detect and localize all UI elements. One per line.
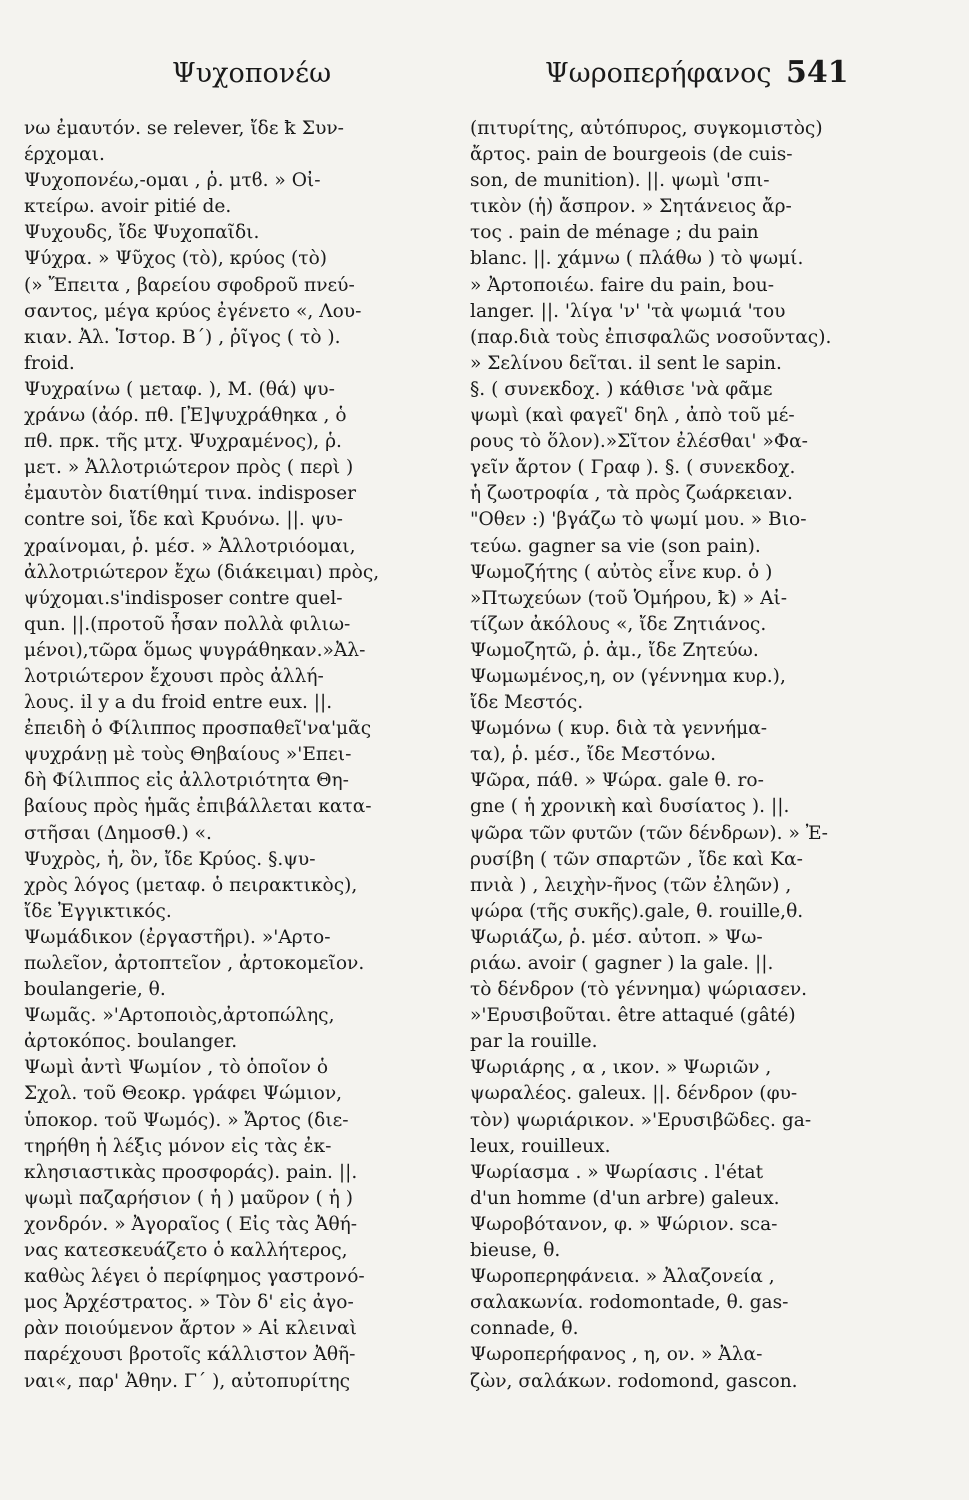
text-line: ὑποκορ. τοῦ Ψωμός). » Ἄρτος (διε- bbox=[24, 1109, 349, 1131]
page-number: 541 bbox=[786, 55, 849, 90]
text-line: νας κατεσκευάζετο ὁ καλλήτερος, bbox=[24, 1240, 348, 1262]
text-line: βαίους πρὸς ἡμᾶς ἐπιβάλλεται κατα- bbox=[24, 796, 372, 818]
text-line: Ψωριάρης , α , ικον. » Ψωριῶν , bbox=[470, 1057, 772, 1079]
text-line: Ψωροπερήφανος , η, ον. » Ἀλα- bbox=[470, 1344, 763, 1366]
text-line: Ψωμοζητῶ, ῥ. ἀμ., ἴδε Ζητεύω. bbox=[470, 639, 759, 661]
text-line: ρὰν ποιούμενον ἄρτον » Αἱ κλειναὶ bbox=[24, 1318, 357, 1340]
text-line: ἐπειδὴ ὁ Φίλιππος προσπαθεῖ'να'μᾶς bbox=[24, 718, 372, 740]
text-line: connade, θ. bbox=[470, 1318, 579, 1340]
text-line: πθ. πρκ. τῆς μτχ. Ψυχραμένος), ῥ. bbox=[24, 431, 342, 453]
text-line: ἴδε Ἐγγικτικός. bbox=[24, 900, 172, 922]
text-line: Ψωροβότανον, φ. » Ψώριον. sca- bbox=[470, 1213, 778, 1235]
text-line: Ψωμωμένος,η, ον (γέννημα κυρ.), bbox=[470, 665, 786, 687]
text-line: παρέχουσι βροτοῖς κάλλιστον Ἀθῆ- bbox=[24, 1344, 356, 1366]
text-line: Ψυχουδς, ἴδε Ψυχοπαῖδι. bbox=[24, 222, 260, 244]
text-line: χραίνομαι, ῥ. μέσ. » Ἀλλοτριόομαι, bbox=[24, 535, 356, 557]
text-line: ρυσίβη ( τῶν σπαρτῶν , ἴδε καὶ Κα- bbox=[470, 848, 803, 870]
text-line: "Οθεν :) 'βγάζω τὸ ψωμί μου. » Βιο- bbox=[470, 509, 807, 531]
text-line: son, de munition). ||. ψωμὶ 'σπι- bbox=[470, 170, 770, 192]
text-line: πνιὰ ) , λειχὴν-ῆνος (τῶν ἐληῶν) , bbox=[470, 874, 792, 896]
text-line: Ψωρίασμα . » Ψωρίασις . l'état bbox=[470, 1161, 764, 1183]
text-line: γεῖν ἄρτον ( Γραφ ). §. ( συνεκδοχ. bbox=[470, 457, 796, 479]
text-line: Ψυχοπονέω,-ομαι , ῥ. μτϐ. » Οἰ- bbox=[24, 170, 321, 192]
text-line: ναι«, παρ' Ἀθην. Γ΄ ), αὐτοπυρίτης bbox=[24, 1370, 351, 1392]
text-line: τα), ῥ. μέσ., ἴδε Μεστόνω. bbox=[470, 744, 717, 766]
text-line: »'Ερυσιβοῦται. être attaqué (gâté) bbox=[470, 1005, 796, 1027]
text-line: ριάω. avoir ( gagner ) la gale. ||. bbox=[470, 953, 774, 974]
text-line: δὴ Φίλιππος εἰς ἀλλοτριότητα Θη- bbox=[24, 770, 349, 792]
text-line: ψωραλέος. galeux. ||. δένδρον (φυ- bbox=[470, 1083, 798, 1105]
text-line: τικὸν (ἡ) ἄσπρον. » Σητάνειος ἄρ- bbox=[470, 196, 792, 218]
text-line: σαλακωνία. rodomontade, θ. gas- bbox=[470, 1292, 789, 1314]
text-line: froid. bbox=[24, 352, 75, 374]
text-line: Ψωροπερηφάνεια. » Ἀλαζονεία , bbox=[470, 1266, 775, 1288]
text-line: τος . pain de ménage ; du pain bbox=[470, 222, 759, 244]
text-line: contre soi, ἴδε καὶ Κρυόνω. ||. ψυ- bbox=[24, 509, 343, 531]
text-line: gne ( ἡ χρονικὴ καὶ δυσίατος ). ||. bbox=[470, 796, 790, 818]
right-column bbox=[470, 116, 888, 1395]
text-line: λους. il y a du froid entre eux. ||. bbox=[24, 692, 333, 714]
text-line: μένοι),τῶρα ὅμως ψυγράθηκαν.»Ἀλ- bbox=[24, 639, 366, 661]
text-line: boulangerie, θ. bbox=[24, 979, 166, 1001]
text-line: ἄρτος. pain de bourgeois (de cuis- bbox=[470, 144, 793, 166]
text-line: κλησιαστικὰς προσφοράς). pain. ||. bbox=[24, 1161, 358, 1183]
text-line: »Πτωχεύων (τοῦ Ὁμήρου, ꝁ) » Αἰ- bbox=[470, 587, 788, 609]
text-line: ψώρα (τῆς συκῆς).gale, θ. rouille,θ. bbox=[470, 900, 804, 922]
text-line: τὸ δένδρον (τὸ γέννημα) ψώριασεν. bbox=[470, 979, 808, 1001]
text-line: καθὼς λέγει ὁ περίφημος γαστρονό- bbox=[24, 1266, 365, 1288]
text-line: λοτριώτερον ἔχουσι πρὸς ἀλλή- bbox=[24, 665, 324, 687]
text-line: έρχομαι. bbox=[24, 144, 105, 166]
text-line: νω ἐμαυτόν. se relever, ἴδε ꝁ Συν- bbox=[24, 118, 344, 139]
text-line: ἡ ζωοτροφία , τὰ πρὸς ζωάρκειαν. bbox=[470, 483, 793, 505]
text-line: qun. ||.(προτοῦ ἦσαν πολλὰ φιλιω- bbox=[24, 613, 351, 635]
right-guide-word: Ψωροπερήφανος bbox=[545, 58, 772, 89]
text-line: Ψωμὶ ἀντὶ Ψωμίον , τὸ ὁποῖον ὁ bbox=[24, 1057, 329, 1079]
text-line: » Ἀρτοποιέω. faire du pain, bou- bbox=[470, 274, 775, 296]
text-line: κτείρω. avoir pitié de. bbox=[24, 196, 232, 218]
text-line: ἐμαυτὸν διατίθημί τινα. indisposer bbox=[24, 483, 356, 505]
text-line: σαντος, μέγα κρύος ἐγένετο «, Λου- bbox=[24, 300, 362, 322]
text-line: Ψῶρα, πάθ. » Ψώρα. gale θ. ro- bbox=[470, 770, 764, 792]
text-line: ψωμὶ παζαρήσιον ( ἡ ) μαῦρον ( ἡ ) bbox=[24, 1187, 354, 1209]
text-line: » Σελίνου δεῖται. il sent le sapin. bbox=[470, 352, 782, 374]
text-line: langer. ||. 'λίγα 'ν' 'τὰ ψωμιά 'του bbox=[470, 300, 786, 322]
text-line: (πιτυρίτης, αὐτόπυρος, συγκομιστὸς) bbox=[470, 118, 823, 139]
text-line: πωλεῖον, ἀρτοπτεῖον , ἀρτοκομεῖον. bbox=[24, 953, 365, 974]
text-line: Ψυχρὸς, ἡ, ὂν, ἴδε Κρύος. §.ψυ- bbox=[24, 848, 316, 870]
left-column bbox=[24, 116, 442, 1395]
text-line: χονδρόν. » Ἀγοραῖος ( Εἰς τὰς Ἀθή- bbox=[24, 1213, 358, 1235]
text-line: Σχολ. τοῦ Θεοκρ. γράφει Ψώμιον, bbox=[24, 1083, 343, 1105]
text-line: ψυχράνῃ μὲ τοὺς Θηβαίους »'Επει- bbox=[24, 744, 352, 766]
text-line: ψωμὶ (καὶ φαγεῖ' δηλ , ἀπὸ τοῦ μέ- bbox=[470, 405, 795, 427]
text-line: leux, rouilleux. bbox=[470, 1135, 611, 1157]
text-line: ἀλλοτριώτερον ἔχω (διάκειμαι) πρὸς, bbox=[24, 561, 380, 583]
text-line: χράνω (ἀόρ. πθ. [Ἐ]ψυχράθηκα , ὁ bbox=[24, 405, 347, 427]
text-line: Ψωμάδικον (ἐργαστῆρι). »'Αρτο- bbox=[24, 926, 331, 948]
text-line: (» Ἔπειτα , βαρείου σφοδροῦ πνεύ- bbox=[24, 274, 355, 296]
running-head bbox=[0, 55, 969, 98]
text-line: τὸν) ψωριάρικον. »'Ερυσιβῶδες. ga- bbox=[470, 1109, 812, 1131]
text-line: ἴδε Μεστός. bbox=[470, 692, 584, 714]
left-guide-word: Ψυχοπονέω bbox=[172, 58, 332, 89]
text-line: blanc. ||. χάμνω ( πλάθω ) τὸ ψωμί. bbox=[470, 248, 804, 270]
text-line: ζὼν, σαλάκων. rodomond, gascon. bbox=[470, 1370, 798, 1392]
text-line: μος Ἀρχέστρατος. » Τὸν δ' εἰς ἀγο- bbox=[24, 1292, 354, 1314]
text-line: bieuse, θ. bbox=[470, 1240, 561, 1262]
text-line: Ψωριάζω, ῥ. μέσ. αὐτοπ. » Ψω- bbox=[470, 926, 763, 948]
text-line: ἀρτοκόπος. boulanger. bbox=[24, 1031, 238, 1053]
text-line: Ψωμόνω ( κυρ. διὰ τὰ γεννήμα- bbox=[470, 718, 768, 740]
text-line: §. ( συνεκδοχ. ) κάθισε 'νὰ φᾶμε bbox=[470, 378, 773, 400]
text-line: τίζων ἀκόλους «, ἴδε Ζητιάνος. bbox=[470, 613, 767, 635]
text-line: ψῶρα τῶν φυτῶν (τῶν δένδρων). » Ἐ- bbox=[470, 822, 828, 844]
text-line: (παρ.διὰ τοὺς ἐπισφαλῶς νοσοῦντας). bbox=[470, 326, 832, 348]
text-line: στῆσαι (Δημοσθ.) «. bbox=[24, 822, 212, 844]
text-line: Ψύχρα. » Ψῦχος (τὸ), κρύος (τὸ) bbox=[24, 248, 328, 270]
text-line: ψύχομαι.s'indisposer contre quel- bbox=[24, 587, 343, 609]
text-line: d'un homme (d'un arbre) galeux. bbox=[470, 1187, 780, 1209]
text-line: μετ. » Ἀλλοτριώτερον πρὸς ( περὶ ) bbox=[24, 457, 354, 479]
text-line: κιαν. Ἀλ. Ἱστορ. Β΄) , ῥῖγος ( τὸ ). bbox=[24, 326, 341, 348]
text-line: χρὸς λόγος (μεταφ. ὁ πειρακτικὸς), bbox=[24, 874, 358, 896]
text-line: τεύω. gagner sa vie (son pain). bbox=[470, 535, 761, 557]
text-line: Ψωμᾶς. »'Αρτοποιὸς,ἀρτοπώλης, bbox=[24, 1005, 335, 1027]
text-line: par la rouille. bbox=[470, 1031, 598, 1053]
text-line: τηρήθη ἡ λέξις μόνον εἰς τὰς ἐκ- bbox=[24, 1135, 332, 1157]
text-line: Ψωμοζήτης ( αὐτὸς εἶνε κυρ. ὁ ) bbox=[470, 561, 773, 583]
text-line: Ψυχραίνω ( μεταφ. ), Μ. (θά) ψυ- bbox=[24, 378, 335, 400]
text-line: ρους τὸ ὅλον).»Σῖτον ἐλέσθαι' »Φα- bbox=[470, 431, 808, 453]
